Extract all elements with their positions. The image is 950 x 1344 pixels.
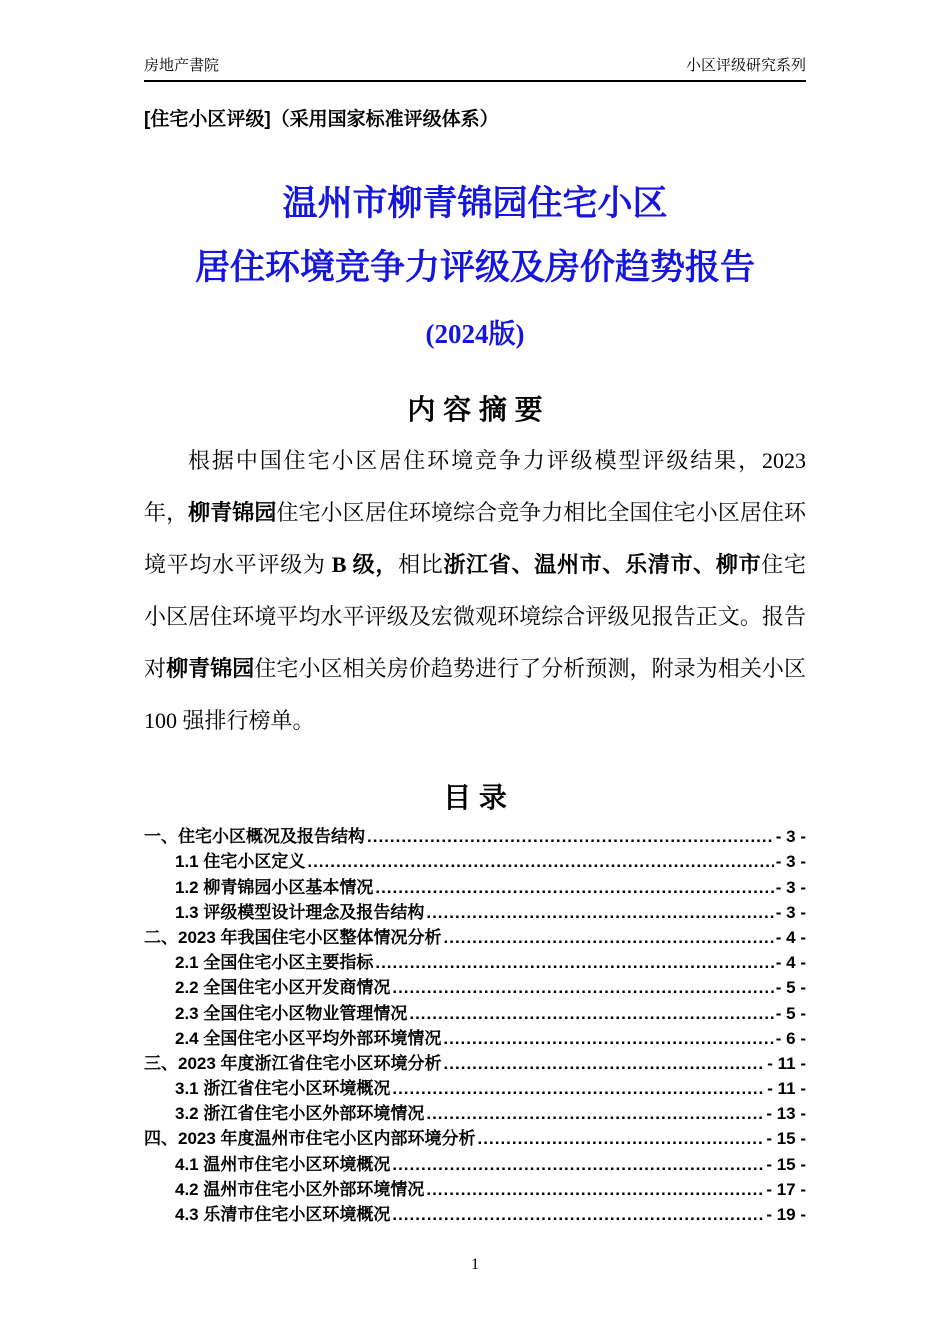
toc-dot-leader xyxy=(392,1202,764,1227)
toc-dot-leader xyxy=(443,1026,773,1051)
toc-entry[interactable] xyxy=(144,1126,806,1151)
toc-entry[interactable] xyxy=(144,1177,806,1202)
toc-entry-page: - 15 - xyxy=(766,1154,806,1174)
toc-entry-label: 三、2023 年度浙江省住宅小区环境分析 xyxy=(144,1053,442,1073)
toc-dot-leader xyxy=(392,1076,765,1101)
toc-entry[interactable] xyxy=(144,1051,806,1076)
toc-entry-page: - 5 - xyxy=(775,978,806,998)
toc-dot-leader xyxy=(367,824,774,849)
toc-entry[interactable] xyxy=(144,900,806,925)
toc-entry-label: 1.1 住宅小区定义 xyxy=(175,852,306,872)
toc-dot-leader xyxy=(444,1051,766,1076)
toc-dot-leader xyxy=(426,1177,764,1202)
toc-entry-page: - 19 - xyxy=(766,1205,806,1224)
toc-entry[interactable] xyxy=(144,975,806,1000)
toc-entry-page: - 11 - xyxy=(767,1079,806,1099)
page-footer xyxy=(0,1256,950,1274)
toc-entry-page: - 13 - xyxy=(766,1104,806,1124)
header-series: 小区评级研究系列 xyxy=(685,57,806,74)
toc-entry[interactable] xyxy=(144,824,806,849)
toc-entry-page: - 4 - xyxy=(775,953,806,973)
toc-entry-page: - 15 - xyxy=(766,1129,806,1149)
toc-entry-label: 一、住宅小区概况及报告结构 xyxy=(144,827,365,847)
toc-entry-label: 1.3 评级模型设计理念及报告结构 xyxy=(175,902,425,922)
toc-entry-page: - 6 - xyxy=(775,1028,806,1048)
abstract-paragraph: 根据中国住宅小区居住环境竞争力评级模型评级结果，2023 年，柳青锦园住宅小区居住环境综合竞争力相比全国住宅小区居住环境平均水平评级为 B 级，相比浙江省、温州市、乐清市、柳市住宅小区居住环境平均水平评级及宏微观环境综合评级见报告正文。报告对柳青锦园住宅小区相关房价趋势进行了分析预测，附录为相关小区 100 强排行榜单。 xyxy=(144,447,806,733)
toc-dot-leader xyxy=(375,875,773,900)
toc-entry-label: 1.2 柳青锦园小区基本情况 xyxy=(175,877,374,897)
toc-entry[interactable] xyxy=(144,1152,806,1177)
toc-entry-label: 4.2 温州市住宅小区外部环境情况 xyxy=(175,1179,425,1199)
toc-entry-label: 4.3 乐清市住宅小区环境概况 xyxy=(175,1205,391,1224)
toc-entry[interactable] xyxy=(144,1202,806,1227)
toc-dot-leader xyxy=(426,1101,764,1126)
toc-entry[interactable] xyxy=(144,849,806,874)
toc-entry-page: - 4 - xyxy=(775,927,806,947)
abstract-heading: 内 容 摘 要 xyxy=(407,394,543,425)
toc-entry[interactable] xyxy=(144,950,806,975)
toc-entry[interactable] xyxy=(144,1026,806,1051)
toc-dot-leader xyxy=(478,1126,765,1151)
toc-entry-page: - 11 - xyxy=(767,1053,806,1073)
toc-entry-page: - 3 - xyxy=(775,827,806,847)
toc-entry[interactable] xyxy=(144,875,806,900)
toc-entry-page: - 5 - xyxy=(775,1003,806,1023)
toc-dot-leader xyxy=(409,1001,773,1026)
toc-dot-leader xyxy=(375,950,773,975)
toc-dot-leader xyxy=(307,849,773,874)
toc-entry-page: - 17 - xyxy=(766,1179,806,1199)
toc-entry-label: 4.1 温州市住宅小区环境概况 xyxy=(175,1154,391,1174)
toc-entry-label: 四、2023 年度温州市住宅小区内部环境分析 xyxy=(144,1129,476,1149)
toc-dot-leader xyxy=(426,900,773,925)
toc-entry-label: 2.4 全国住宅小区平均外部环境情况 xyxy=(175,1028,442,1048)
toc-entry[interactable] xyxy=(144,1101,806,1126)
rating-system-note: [住宅小区评级]（采用国家标准评级体系） xyxy=(144,109,499,130)
toc-dot-leader xyxy=(392,975,773,1000)
toc-entry-label: 二、2023 年我国住宅小区整体情况分析 xyxy=(144,927,442,947)
report-title-line1: 温州市柳青锦园住宅小区 xyxy=(282,184,668,223)
report-title-line2: 居住环境竞争力评级及房价趋势报告 xyxy=(194,247,755,287)
toc-entry[interactable] xyxy=(144,1001,806,1026)
toc-entry[interactable] xyxy=(144,1076,806,1101)
toc-entry-page: - 3 - xyxy=(775,902,806,922)
toc-entry-page: - 3 - xyxy=(775,852,806,872)
page-number: 1 xyxy=(471,1256,479,1273)
toc-entry-label: 2.1 全国住宅小区主要指标 xyxy=(175,953,374,973)
toc-dot-leader xyxy=(392,1152,764,1177)
page-header xyxy=(144,0,806,82)
toc-entry-label: 2.3 全国住宅小区物业管理情况 xyxy=(175,1003,408,1023)
toc-entry-label: 3.2 浙江省住宅小区外部环境情况 xyxy=(175,1104,425,1124)
table-of-contents xyxy=(144,824,806,1227)
toc-heading: 目 录 xyxy=(443,781,507,813)
toc-dot-leader xyxy=(444,925,774,950)
toc-entry-label: 3.1 浙江省住宅小区环境概况 xyxy=(175,1079,391,1099)
toc-entry[interactable] xyxy=(144,925,806,950)
toc-entry-label: 2.2 全国住宅小区开发商情况 xyxy=(175,978,391,998)
header-publisher: 房地产書院 xyxy=(144,57,220,74)
toc-entry-page: - 3 - xyxy=(775,877,806,897)
report-edition: (2024版) xyxy=(425,319,525,349)
